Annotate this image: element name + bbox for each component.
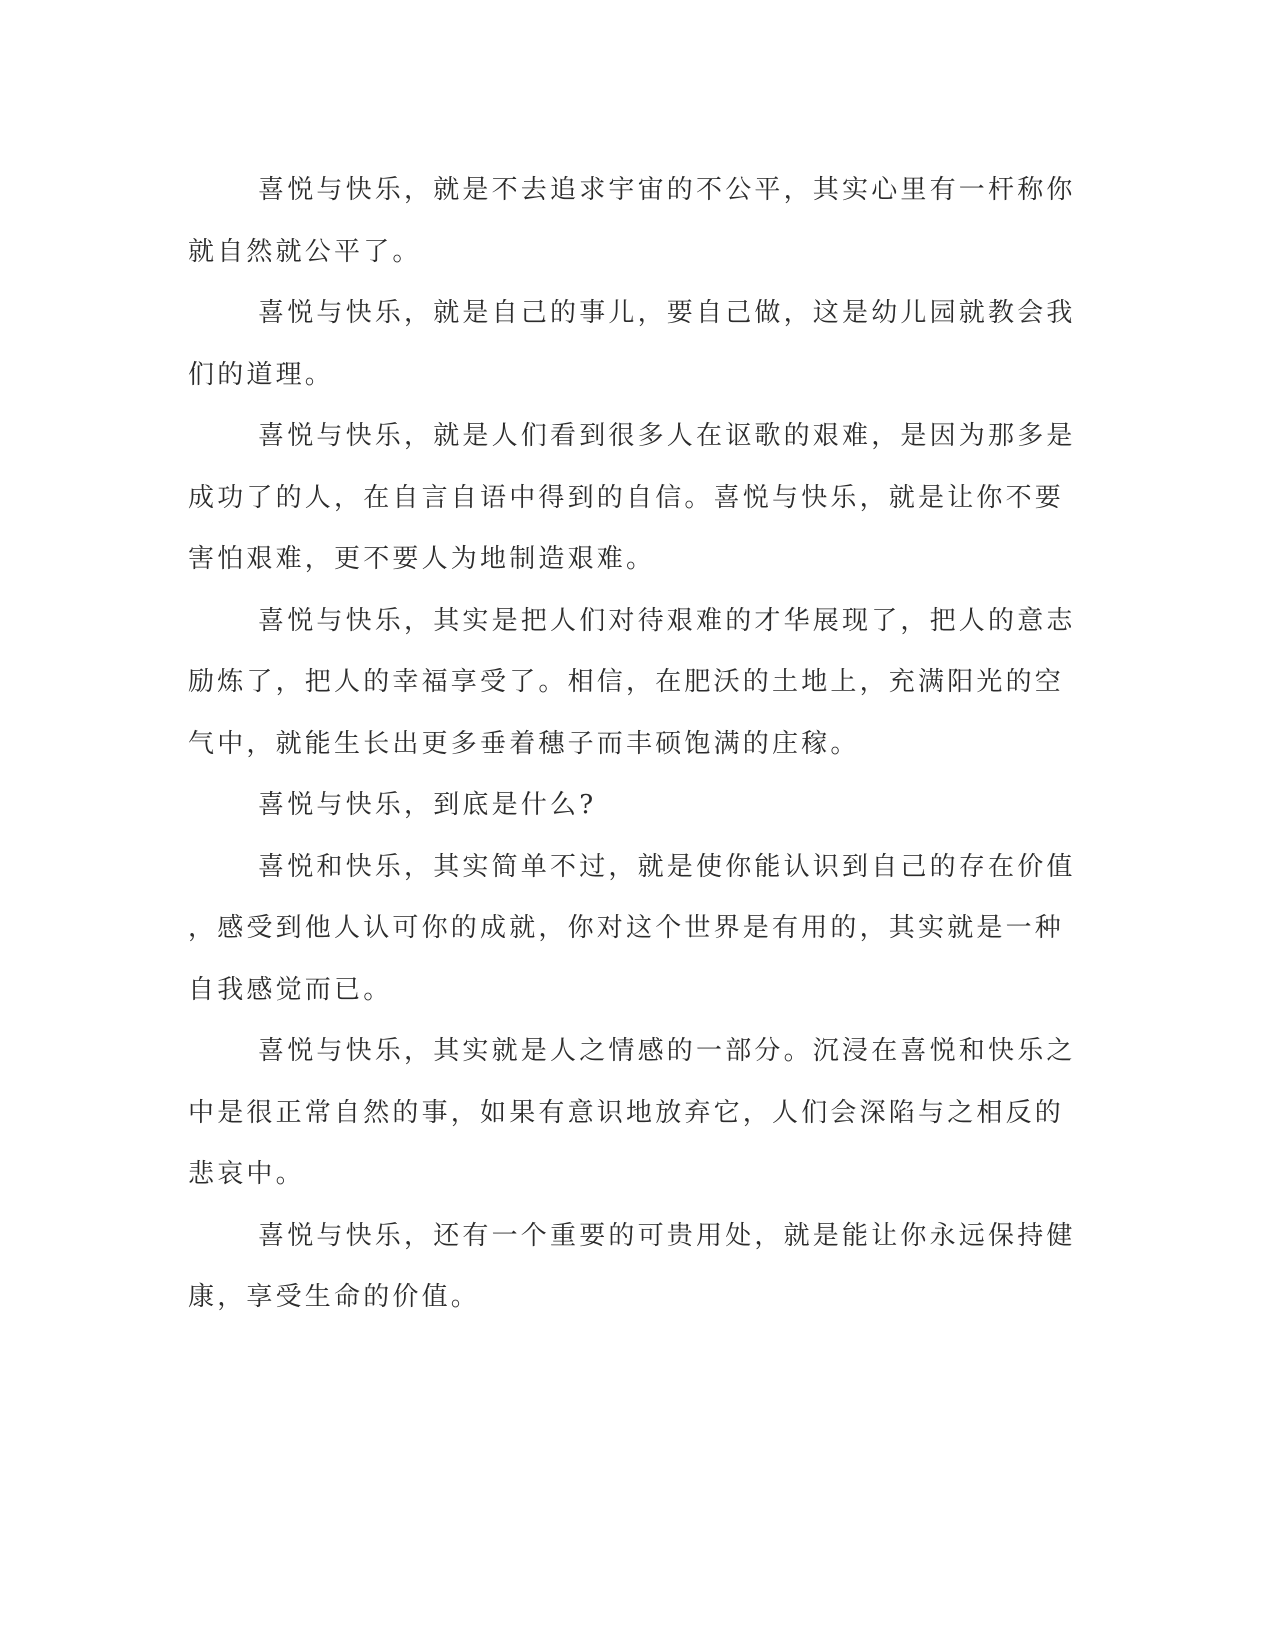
paragraph-4: 喜悦与快乐，其实是把人们对待艰难的才华展现了，把人的意志励炼了，把人的幸福享受了。相信，在肥沃的土地上，充满阳光的空气中，就能生长出更多垂着穗子而丰硕饱满的庄稼。	[188, 605, 1076, 759]
paragraph-5: 喜悦与快乐，到底是什么?	[258, 790, 597, 820]
paragraph-2: 喜悦与快乐，就是自己的事儿，要自己做，这是幼儿园就教会我们的道理。	[188, 298, 1076, 390]
paragraph-3: 喜悦与快乐，就是人们看到很多人在讴歌的艰难，是因为那多是成功了的人，在自言自语中得到的自信。喜悦与快乐，就是让你不要害怕艰难，更不要人为地制造艰难。	[188, 421, 1076, 574]
paragraph-7: 喜悦与快乐，其实就是人之情感的一部分。沉浸在喜悦和快乐之中是很正常自然的事，如果有意识地放弃它，人们会深陷与之相反的悲哀中。	[188, 1036, 1076, 1189]
essay-body	[188, 160, 1088, 1329]
paragraph-8: 喜悦与快乐，还有一个重要的可贵用处，就是能让你永远保持健康，享受生命的价值。	[188, 1220, 1076, 1312]
paragraph-6: 喜悦和快乐，其实简单不过，就是使你能认识到自己的存在价值，感受到他人认可你的成就，你对这个世界是有用的，其实就是一种自我感觉而已。	[188, 851, 1076, 1005]
paragraph-1: 喜悦与快乐，就是不去追求宇宙的不公平，其实心里有一杆称你就自然就公平了。	[188, 175, 1076, 267]
